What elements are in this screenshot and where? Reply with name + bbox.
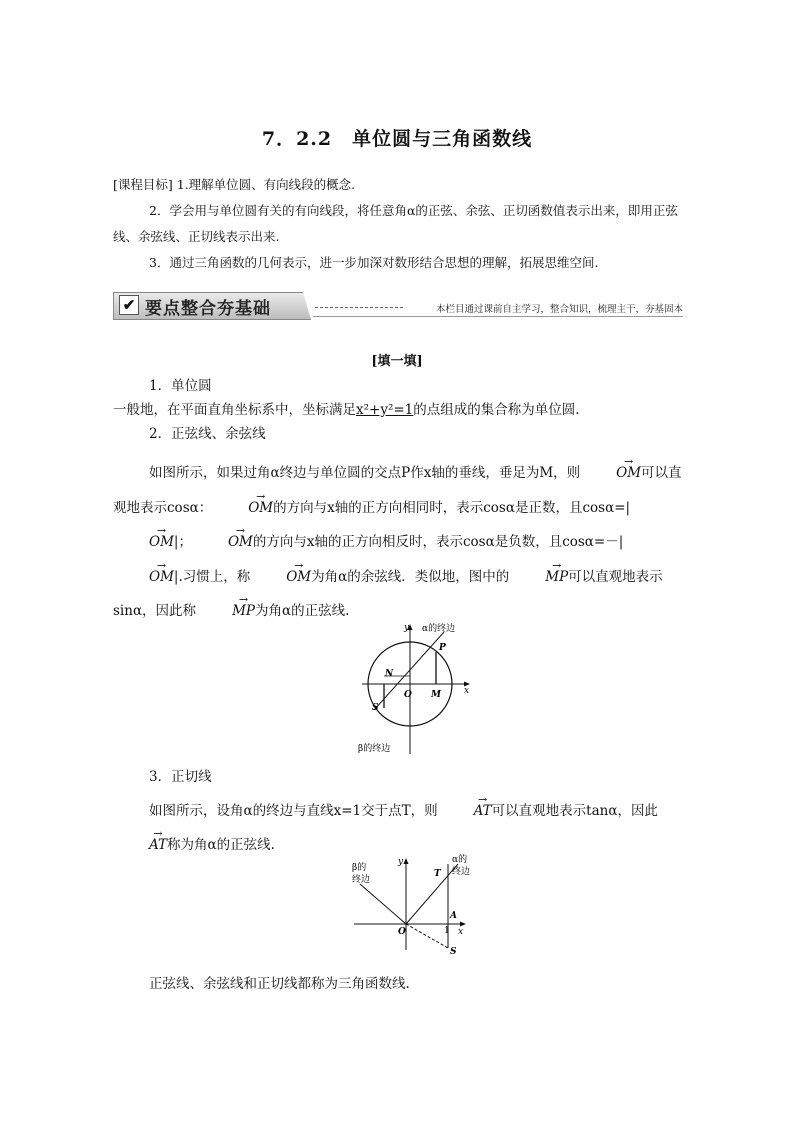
section-banner (113, 292, 683, 318)
closing-text: 正弦线、余弦线和正切线都称为三角函数线. (149, 976, 410, 992)
course-goals (113, 172, 683, 276)
page-title: 7．2.2 单位圆与三角函数线 (261, 128, 533, 150)
svg-text:y: y (398, 857, 404, 867)
svg-text:N: N (385, 669, 394, 679)
svg-text:y: y (404, 623, 410, 633)
svg-text:A: A (450, 911, 457, 921)
unit-circle-figure (358, 618, 478, 758)
section-unit-circle (113, 374, 683, 446)
sec2-heading: 2．正弦线、余弦线 (149, 426, 266, 442)
sec3-text: 如图所示，设角α的终边与直线x=1交于点T，则→ AT可以直观地表示tanα，因此→ AT称为角α的正弦线. (113, 794, 683, 862)
beta-terminal-side (360, 884, 406, 924)
banner-label: 要点整合夯基础 (145, 299, 271, 319)
svg-text:终边: 终边 (452, 867, 471, 877)
tangent-line-figure (348, 850, 478, 960)
svg-text:x: x (464, 686, 470, 696)
goal-1: [课程目标] 1.理解单位圆、有向线段的概念. (113, 177, 356, 192)
svg-text:M: M (431, 690, 441, 700)
svg-text:1: 1 (444, 926, 450, 936)
svg-text:O: O (398, 927, 406, 937)
goal-3: 3．通过三角函数的几何表示，进一步加深对数形结合思想的理解，拓展思维空间. (149, 255, 599, 270)
svg-text:P: P (439, 643, 446, 653)
sec1-text: 一般地，在平面直角坐标系中，坐标满足x²+y²=1的点组成的集合称为单位圆. (113, 402, 580, 418)
svg-text:终边: 终边 (352, 875, 371, 885)
svg-text:x: x (458, 927, 464, 937)
fill-heading: [填一填] (371, 354, 423, 369)
banner-note: 本栏目通过课前自主学习，整合知识，梳理主干，夯基固本 (435, 304, 683, 315)
svg-text:S: S (450, 947, 457, 957)
goal-2: 2．学会用与单位圆有关的有向线段，将任意角α的正弦、余弦、正切函数值表示出来，即用正弦线、余弦线、正切线表示出来. (113, 203, 678, 244)
section-sine-cosine (113, 456, 683, 629)
sec3-heading: 3．正切线 (149, 769, 212, 785)
equation: x²+y²=1 (356, 402, 414, 418)
sec2-text: 如图所示，如果过角α终边与单位圆的交点P作x轴的垂线，垂足为M，则→ OM可以直观地表示cosα：→ OM的方向与x轴的正方向相同时，表示cosα是正数，且cosα=|→ OM|；→ OM的方向与x轴的正方向相反时，表示cosα是负数，且cosα=－|→ OM|.习惯上，称→ OM为角α的余弦线．类似地，图中的→ MP可以直观地表示sinα，因此称→ MP为角α的正弦线. (113, 456, 683, 629)
svg-text:T: T (434, 869, 441, 879)
svg-text:S: S (372, 703, 379, 713)
svg-text:α的终边: α的终边 (422, 624, 456, 634)
section-tangent (113, 760, 683, 862)
svg-text:O: O (404, 690, 412, 700)
svg-text:β的: β的 (352, 863, 367, 873)
sec1-heading: 1．单位圆 (149, 378, 212, 394)
svg-text:α的: α的 (452, 855, 468, 865)
checkmark-icon: ✔ (119, 295, 139, 315)
svg-text:β的终边: β的终边 (358, 744, 391, 754)
